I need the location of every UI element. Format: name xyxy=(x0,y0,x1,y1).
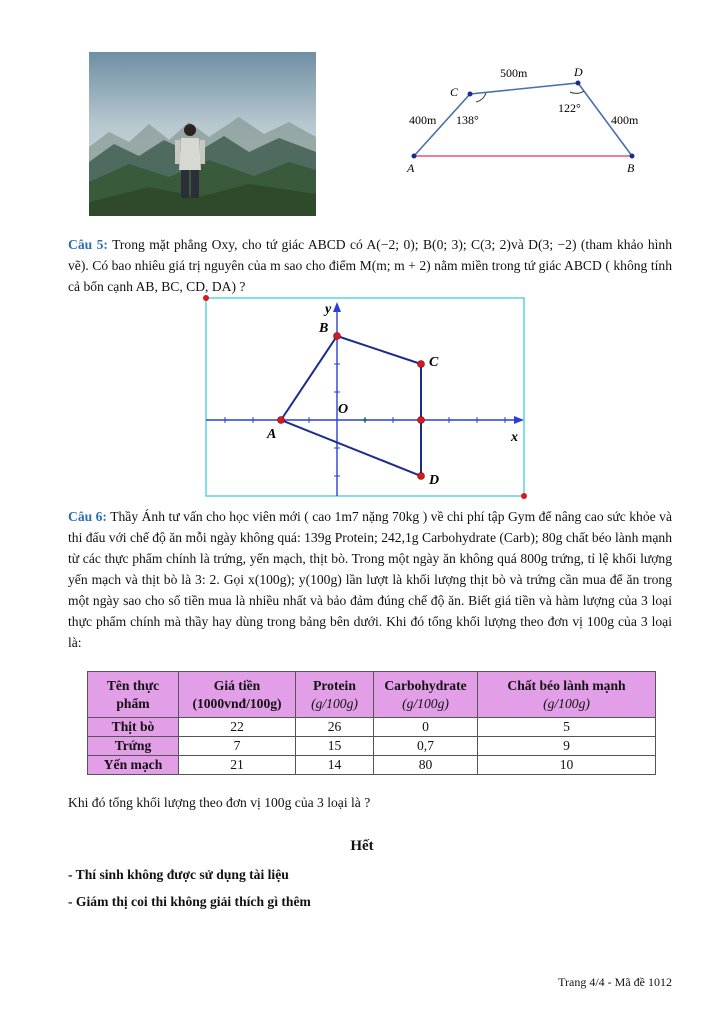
header-food-name: Tên thực phẩm xyxy=(88,672,179,718)
point-d xyxy=(418,473,425,480)
trap-label-b: B xyxy=(627,161,635,175)
point-on-x-axis xyxy=(418,417,425,424)
header-protein: Protein (g/100g) xyxy=(296,672,374,718)
trap-angle-d: 122° xyxy=(558,101,581,115)
table-row: Trứng 7 15 0,7 9 xyxy=(88,737,656,756)
point-label-b: B xyxy=(319,321,329,336)
frame-corner-point xyxy=(521,493,527,499)
food-table-wrapper xyxy=(87,671,656,775)
header-fat: Chất béo lành mạnh (g/100g) xyxy=(478,672,656,718)
trap-label-a: A xyxy=(407,161,415,175)
header-carb: Carbohydrate (g/100g) xyxy=(374,672,478,718)
coordinate-figure xyxy=(198,290,534,502)
origin-label: O xyxy=(338,402,349,417)
trap-label-c: C xyxy=(450,85,459,99)
coord-frame xyxy=(206,298,524,496)
trap-left-length: 400m xyxy=(409,113,437,127)
point-label-c: C xyxy=(429,355,439,370)
point-b xyxy=(334,333,341,340)
x-axis-label: x xyxy=(511,430,518,445)
trap-top-length: 500m xyxy=(500,66,528,80)
trap-sides xyxy=(414,83,632,156)
table-row: Thịt bò 22 26 0 5 xyxy=(88,718,656,737)
y-axis-arrow xyxy=(333,302,341,312)
question-6-text: Thầy Ánh tư vấn cho học viên mới ( cao 1m7 nặng 70kg ) về chi phí tập Gym để nâng cao sức khỏe và thi đấu với chế độ ăn mỗi ngày không quá: 139g Protein; 242,1g Carbohydrate (Carb); 80g chất béo lành mạnh từ các thực phẩm chính là trứng, yến mạch, thịt bò. Trong một ngày ăn không quá 800g trứng, tỉ lệ khối lượng yến mạch và thịt bò là 3: 2. Gọi x(100g); y(100g) lần lượt là khối lượng thịt bò và trứng cần mua để ăn trong một ngày sao cho số tiền mua là nhiều nhất và bảo đảm đúng chế độ ăn. Biết giá tiền và hàm lượng của 3 loại thực phẩm chính mà thầy hay dùng trong bảng bên dưới. Khi đó tổng khối lượng theo đơn vị 100g của 3 loại là: xyxy=(68,509,672,650)
question-5 xyxy=(68,234,672,297)
trap-right-length: 400m xyxy=(611,113,639,127)
food-table xyxy=(87,671,656,775)
point-a xyxy=(278,417,285,424)
trap-angle-c: 138° xyxy=(456,113,479,127)
page-footer: Trang 4/4 - Mã đề 1012 xyxy=(558,975,672,989)
note-1: - Thí sinh không được sử dụng tài liệu xyxy=(68,867,289,882)
question-6-ending: Khi đó tổng khối lượng theo đơn vị 100g của 3 loại là ? xyxy=(68,795,371,810)
x-axis-arrow xyxy=(514,416,524,424)
trapezoid-figure xyxy=(398,58,658,178)
question-5-text: Trong mặt phẳng Oxy, cho tứ giác ABCD có A(−2; 0); B(0; 3); C(3; 2)và D(3; −2) (tham khảo hình vẽ). Có bao nhiêu giá trị nguyên của m sao cho điểm M(m; m + 2) nằm miền trong tứ giác ABCD ( không tính cả bốn cạnh AB, BC, CD, DA) ? xyxy=(68,237,672,294)
quadrilateral-abcd xyxy=(281,336,421,476)
table-row: Yến mạch 21 14 80 10 xyxy=(88,756,656,775)
trap-label-d: D xyxy=(574,65,583,79)
small-point xyxy=(363,418,366,421)
end-heading: Hết xyxy=(350,838,374,854)
hiker-mountain-photo xyxy=(89,52,316,216)
question-6 xyxy=(68,506,672,653)
header-price: Giá tiền (1000vnđ/100g) xyxy=(179,672,296,718)
question-6-label: Câu 6: xyxy=(68,509,107,524)
note-2: - Giám thị coi thi không giải thích gì thêm xyxy=(68,894,311,909)
point-label-d: D xyxy=(429,473,440,488)
question-5-label: Câu 5: xyxy=(68,237,108,252)
point-label-a: A xyxy=(267,427,277,442)
point-c xyxy=(418,361,425,368)
frame-corner-point xyxy=(203,295,209,301)
y-axis-label: y xyxy=(325,302,332,317)
